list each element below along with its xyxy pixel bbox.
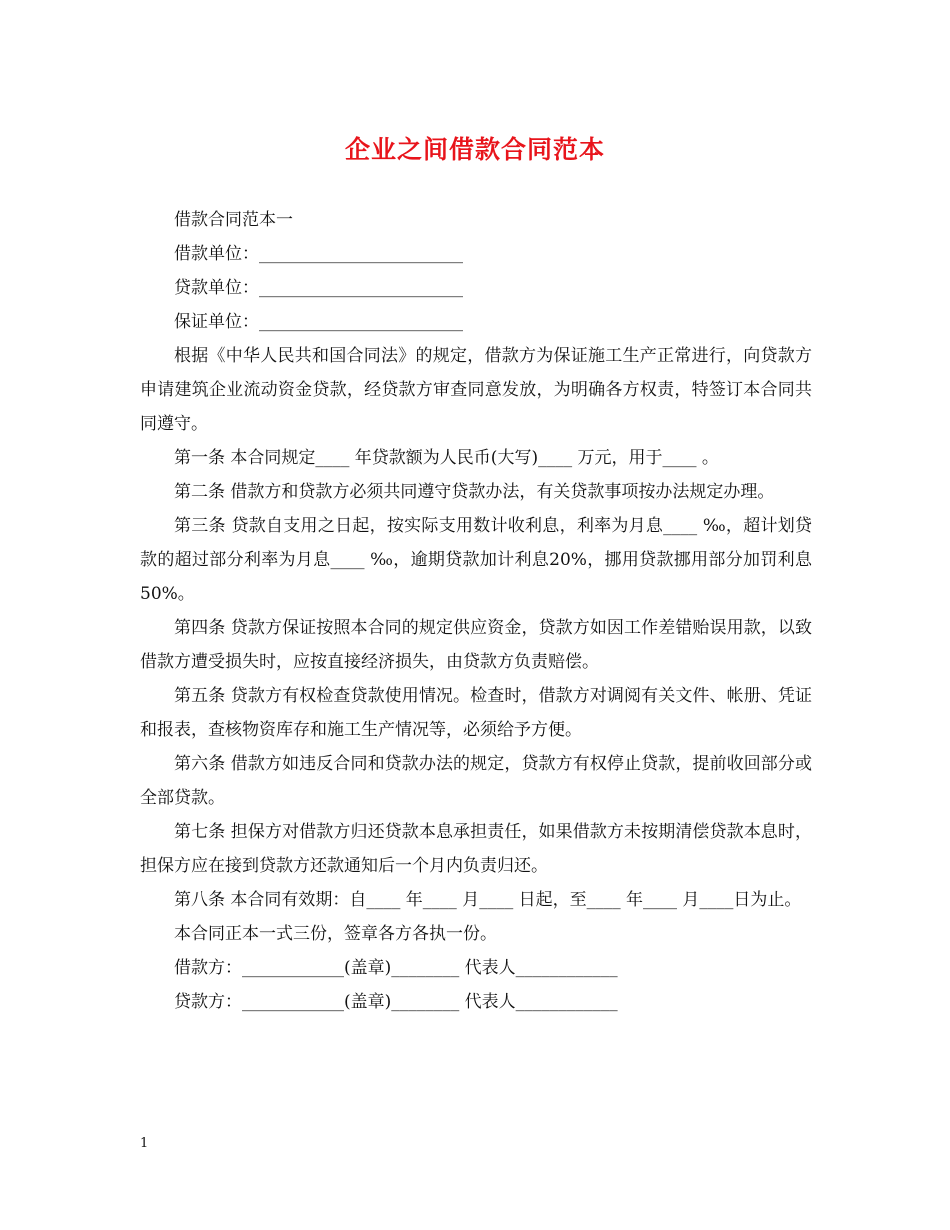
paragraph-article-2: 第二条 借款方和贷款方必须共同遵守贷款办法，有关贷款事项按办法规定办理。 bbox=[174, 482, 775, 502]
paragraph-article-8: 第八条 本合同有效期：自____ 年____ 月____ 日起，至____ 年____ 月____日为止。 bbox=[174, 890, 802, 910]
paragraph-article-1: 第一条 本合同规定____ 年贷款额为人民币(大写)____ 万元，用于____ 。 bbox=[174, 448, 719, 468]
paragraph-borrower-unit: 借款单位：________________________ bbox=[174, 244, 463, 264]
paragraph-article-6: 第六条 借款方如违反合同和贷款办法的规定，贷款方有权停止贷款，提前收回部分或全部贷款。 bbox=[140, 754, 812, 808]
paragraph-article-7: 第七条 担保方对借款方归还贷款本息承担责任，如果借款方未按期清偿贷款本息时，担保方应在接到贷款方还款通知后一个月内负责归还。 bbox=[140, 822, 812, 876]
paragraph-preamble: 根据《中华人民共和国合同法》的规定，借款方为保证施工生产正常进行，向贷款方申请建筑企业流动资金贷款，经贷款方审查同意发放，为明确各方权责，特签订本合同共同遵守。 bbox=[140, 346, 812, 434]
signature-borrower: 借款方：____________(盖章)________ 代表人____________ bbox=[174, 958, 618, 978]
page-number: 1 bbox=[140, 1136, 149, 1151]
document-body bbox=[140, 203, 812, 1019]
paragraph-article-4: 第四条 贷款方保证按照本合同的规定供应资金，贷款方如因工作差错贻误用款，以致借款方遭受损失时，应按直接经济损失，由贷款方负责赔偿。 bbox=[140, 618, 812, 672]
paragraph-article-5: 第五条 贷款方有权检查贷款使用情况。检查时，借款方对调阅有关文件、帐册、凭证和报表，查核物资库存和施工生产情况等，必须给予方便。 bbox=[140, 686, 812, 740]
paragraph-copies: 本合同正本一式三份，签章各方各执一份。 bbox=[174, 924, 497, 944]
paragraph-guarantor-unit: 保证单位：________________________ bbox=[174, 312, 463, 332]
paragraph-article-3: 第三条 贷款自支用之日起，按实际支用数计收利息，利率为月息____ ‰，超计划贷款的超过部分利率为月息____ ‰，逾期贷款加计利息20%，挪用贷款挪用部分加罚利息50%。 bbox=[140, 516, 812, 604]
document-title: 企业之间借款合同范本 bbox=[344, 135, 605, 164]
paragraph-heading: 借款合同范本一 bbox=[174, 210, 293, 230]
paragraph-lender-unit: 贷款单位：________________________ bbox=[174, 278, 463, 298]
signature-lender: 贷款方：____________(盖章)________ 代表人____________ bbox=[174, 992, 618, 1012]
